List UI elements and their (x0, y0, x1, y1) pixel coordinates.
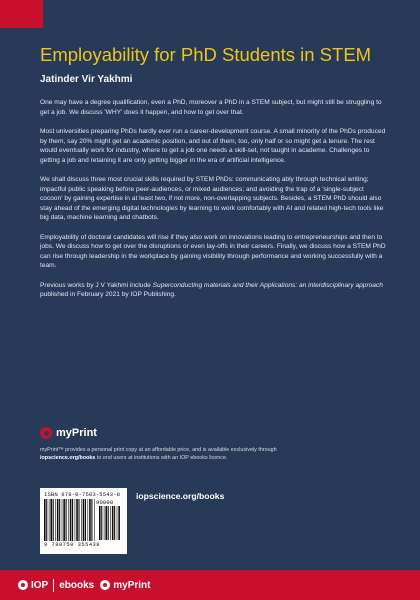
barcode-stroke (55, 499, 56, 541)
barcode-stroke (62, 499, 63, 541)
myprint-footer-logo (100, 580, 150, 591)
barcode-addon-number: 90000 (96, 499, 114, 506)
barcode-stroke (118, 506, 120, 540)
barcode-stroke (63, 499, 65, 541)
barcode-stroke (112, 506, 114, 540)
barcode-stroke (81, 499, 82, 541)
previous-works (40, 281, 388, 300)
blurb-paragraph: Employability of doctoral candidates will rise if they also work on innovations leading to entrepreneurships and then to jobs. We discuss how to get over the disruptions or even lay-offs in their careers. Finally, we discuss how a STEM PhD can rise through leadership in the workplace by gaining visibility through performance and working successfully with a team. (40, 233, 386, 269)
previous-works-intro: Previous works by J V Yakhmi include (40, 281, 153, 289)
blurb-paragraph: We shall discuss three most crucial skills required by STEM PhDs: communicating ably through technical writing; impactful public speaking before peer-audiences, or mixed audiences; and avoiding the trap of a 'single-subject cocoon' by gaining expertise in at least two, if not more, non-overlapping subjects. Besides, a STEM PhD should also stay ahead of the emerging digital technologies by learning to work comfortably with AI and related high-tech tools like big data, machine learning and chatbots. (40, 176, 384, 221)
barcode-addon (96, 499, 121, 540)
barcode-stroke (94, 499, 95, 541)
blurb-paragraph: Most universities preparing PhDs hardly ever run a career-development course. A small minority of the PhDs produced by them, say 20% might get an academic position, and out of them, too, only half or so might get a tenure. The rest would eventually work for industry, where to get a job one needs a skill-set, not taught in academe. Challenges to getting a job and retaining it are only getting bigger in the era of artificial intelligence. (40, 128, 386, 164)
myprint-description (40, 446, 388, 462)
barcode-stroke (105, 506, 107, 540)
previous-book-title: Superconducting materials and their Applications: an interdisciplinary approach (152, 281, 383, 289)
barcode-stroke (53, 499, 54, 541)
blurb (40, 98, 388, 300)
author-name: Jatinder Vir Yakhmi (40, 74, 133, 85)
barcode-stroke (117, 506, 118, 540)
myprint-logo-text: myPrint (56, 427, 97, 439)
barcode-stroke (91, 499, 92, 541)
myprint-desc-link[interactable]: iopscience.org/books (40, 455, 96, 461)
myprint-icon (40, 427, 52, 439)
iop-icon (18, 580, 28, 590)
myprint-logo (40, 426, 388, 440)
myprint-desc-end: to end users at institutions with an IOP ebooks licence. (95, 455, 228, 461)
barcode-stroke (104, 506, 105, 540)
myprint-section (40, 426, 388, 462)
barcode-stroke (78, 499, 79, 541)
iop-logo-text: IOP (31, 579, 49, 591)
isbn-number: ISBN 978-0-7503-5543-8 (44, 491, 121, 498)
barcode-stroke (88, 499, 89, 541)
book-title: Employability for PhD Students in STEM (40, 44, 372, 65)
barcode-stroke (68, 499, 69, 541)
barcode-stroke (70, 499, 72, 541)
myprint-desc-start: myPrint™ provides a personal print copy at an affordable price, and is available exclusively through (40, 447, 277, 453)
barcode-stroke (101, 506, 102, 540)
ebooks-logo-text: ebooks (59, 579, 95, 591)
barcode-stroke (66, 499, 67, 541)
barcode-stroke (57, 499, 59, 541)
barcode-stroke (76, 499, 78, 541)
isbn-barcode (40, 488, 127, 554)
blurb-paragraph: One may have a degree qualification, even a PhD, moreover a PhD in a STEM subject, but might still be struggling to get a job. We discuss 'WHY' does it happen, and how to get over that. (40, 99, 382, 116)
barcode-stroke (72, 499, 73, 541)
barcode-digits: 9 780750 355438 (44, 542, 101, 548)
barcode-stroke (89, 499, 91, 541)
myprint-footer-text: myPrint (113, 579, 151, 591)
barcode-stroke (114, 506, 115, 540)
barcode-stroke (99, 506, 101, 540)
barcode-stroke (59, 499, 60, 541)
barcode-stroke (110, 506, 111, 540)
previous-works-outro: published in February 2021 by IOP Publishing. (40, 291, 176, 298)
barcode-addon-bars (99, 506, 121, 540)
myprint-footer-icon (100, 580, 110, 590)
website-link[interactable]: iopscience.org/books (136, 491, 225, 501)
iop-logo (18, 580, 48, 591)
barcode-stroke (75, 499, 76, 541)
barcode-stroke (50, 499, 52, 541)
red-corner-tab (0, 0, 43, 28)
barcode-stroke (49, 499, 50, 541)
barcode-bars (44, 499, 96, 541)
barcode-stroke (108, 506, 109, 540)
footer-bar (0, 570, 420, 600)
footer-divider (53, 579, 54, 592)
barcode-stroke (83, 499, 85, 541)
barcode-stroke (44, 499, 46, 541)
barcode-bars-row (44, 499, 123, 541)
barcode-stroke (85, 499, 86, 541)
barcode-stroke (46, 499, 47, 541)
